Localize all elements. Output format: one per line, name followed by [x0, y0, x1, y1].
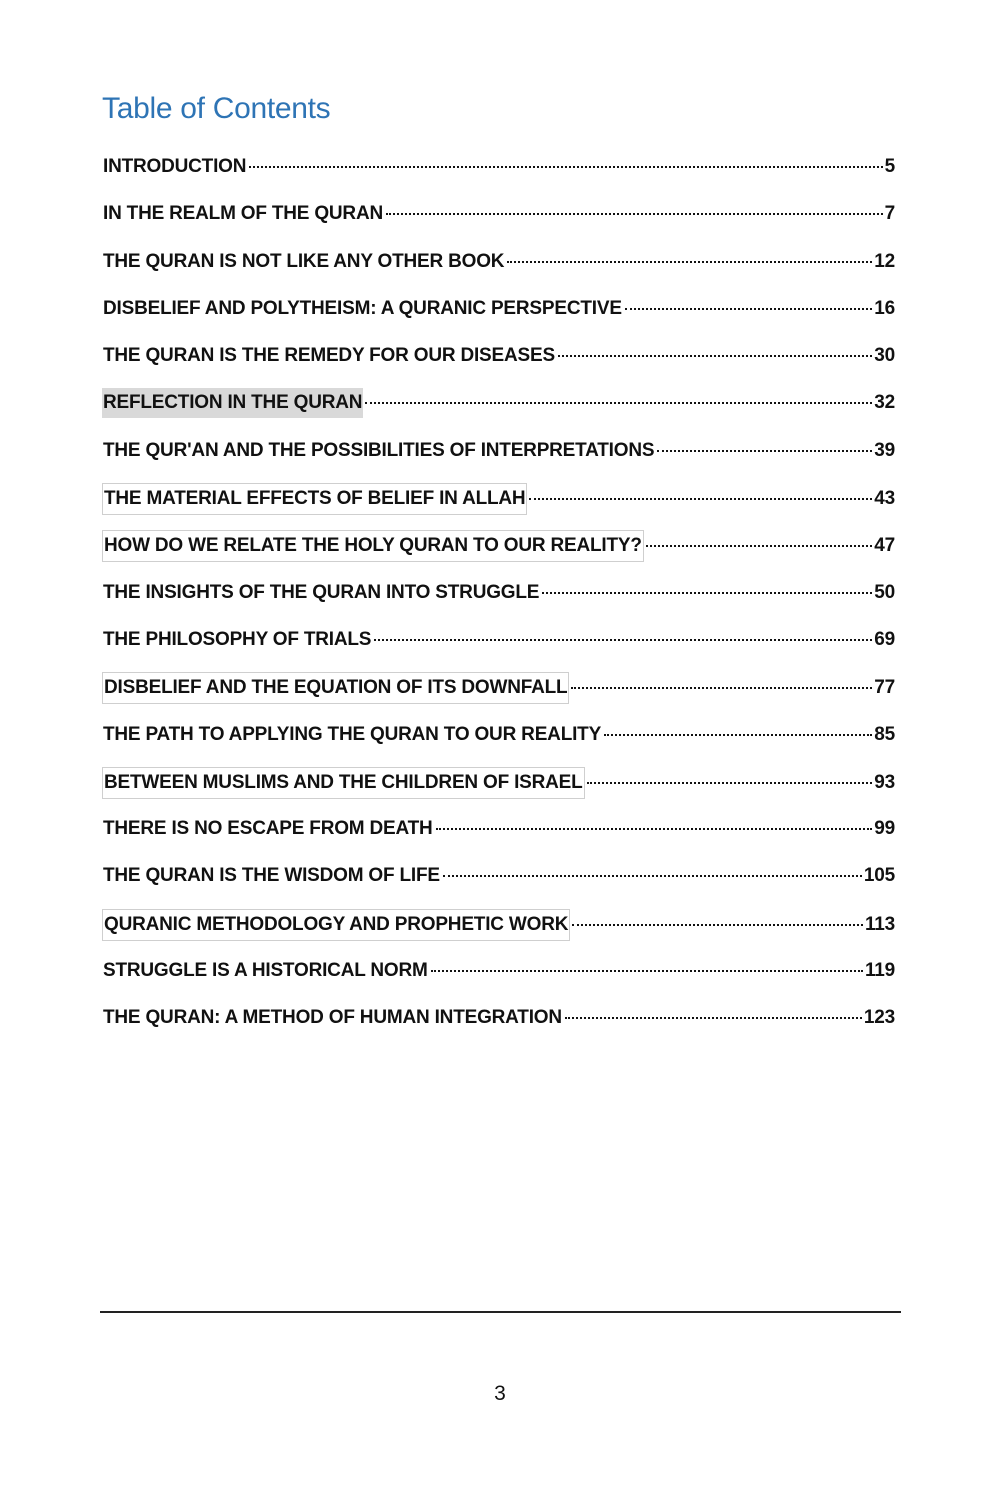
dot-leader: [657, 440, 872, 452]
toc-entry-page[interactable]: 7: [884, 203, 895, 225]
toc-entry-page[interactable]: 30: [874, 345, 895, 367]
toc-entry-page[interactable]: 69: [874, 628, 895, 650]
dot-leader: [386, 203, 883, 215]
toc-entry[interactable]: [102, 956, 895, 1003]
dot-leader: [443, 865, 862, 877]
toc-entry-title[interactable]: REFLECTION IN THE QURAN: [102, 388, 363, 418]
toc-entry-title[interactable]: HOW DO WE RELATE THE HOLY QURAN TO OUR REALITY?: [102, 530, 644, 562]
toc-entry-title[interactable]: THE QURAN IS THE WISDOM OF LIFE: [103, 865, 440, 887]
toc-entry[interactable]: [102, 909, 895, 956]
toc-entry-title[interactable]: INTRODUCTION: [103, 156, 247, 177]
toc-entry-page[interactable]: 32: [874, 392, 895, 414]
toc-entry-page[interactable]: 93: [874, 771, 895, 793]
toc-entry-title[interactable]: IN THE REALM OF THE QURAN: [103, 203, 383, 225]
toc-entry-title[interactable]: THE QUR'AN AND THE POSSIBILITIES OF INTERPRETATIONS: [103, 439, 655, 461]
toc-entry-page[interactable]: 113: [864, 913, 895, 935]
toc-entry[interactable]: [102, 152, 895, 199]
dot-leader: [431, 960, 863, 972]
toc-entry-page[interactable]: 43: [874, 488, 895, 510]
dot-leader: [646, 535, 873, 547]
toc-entry-title[interactable]: THE PHILOSOPHY OF TRIALS: [103, 628, 372, 650]
toc-entry-page[interactable]: 85: [874, 723, 895, 745]
toc-entry-title[interactable]: QURANIC METHODOLOGY AND PROPHETIC WORK: [102, 909, 570, 941]
toc-entry-title[interactable]: THE INSIGHTS OF THE QURAN INTO STRUGGLE: [103, 581, 540, 603]
toc-entry[interactable]: [102, 247, 895, 294]
toc-entry-page[interactable]: 123: [863, 1007, 895, 1029]
dot-leader: [558, 345, 872, 357]
dot-leader: [365, 392, 872, 404]
toc-entry-title[interactable]: THERE IS NO ESCAPE FROM DEATH: [103, 818, 433, 840]
toc-entry-title[interactable]: THE QURAN: A METHOD OF HUMAN INTEGRATION: [103, 1007, 562, 1029]
dot-leader: [625, 298, 872, 310]
dot-leader: [604, 724, 872, 736]
dot-leader: [529, 488, 872, 500]
dot-leader: [542, 582, 872, 594]
toc-entry[interactable]: [102, 578, 895, 625]
toc-entry-title[interactable]: DISBELIEF AND POLYTHEISM: A QURANIC PERSPECTIVE: [103, 297, 622, 319]
toc-entry-title[interactable]: THE MATERIAL EFFECTS OF BELIEF IN ALLAH: [102, 483, 527, 515]
toc-entry[interactable]: [102, 341, 895, 388]
dot-leader: [571, 677, 872, 689]
toc-entry-title[interactable]: STRUGGLE IS A HISTORICAL NORM: [103, 960, 428, 982]
toc-entry[interactable]: [102, 388, 895, 435]
toc-entry[interactable]: [102, 672, 895, 719]
toc-entry[interactable]: [102, 294, 895, 341]
toc-entry-title[interactable]: DISBELIEF AND THE EQUATION OF ITS DOWNFALL: [102, 672, 569, 704]
toc-entry[interactable]: [102, 1003, 895, 1050]
toc-entry-title[interactable]: THE PATH TO APPLYING THE QURAN TO OUR REALITY: [103, 723, 602, 745]
toc-entry-page[interactable]: 99: [874, 818, 895, 840]
toc-entry-title[interactable]: THE QURAN IS NOT LIKE ANY OTHER BOOK: [103, 250, 505, 272]
toc-entry-page[interactable]: 119: [864, 960, 895, 982]
toc-entry-page[interactable]: 105: [863, 865, 895, 887]
dot-leader: [587, 772, 873, 784]
dot-leader: [249, 156, 882, 168]
toc-entry-page[interactable]: 5: [884, 156, 895, 177]
toc-entry-page[interactable]: 47: [874, 535, 895, 557]
toc-entry[interactable]: [102, 814, 895, 861]
toc-entry[interactable]: [102, 861, 895, 908]
toc-entry-page[interactable]: 16: [874, 297, 895, 319]
footer-divider: [100, 1311, 901, 1313]
table-of-contents: [102, 152, 895, 1051]
toc-entry[interactable]: [102, 199, 895, 246]
toc-entry[interactable]: [102, 436, 895, 483]
toc-entry-title[interactable]: THE QURAN IS THE REMEDY FOR OUR DISEASES: [103, 345, 555, 367]
dot-leader: [572, 914, 863, 926]
page-number: 3: [494, 1382, 506, 1405]
toc-entry[interactable]: [102, 530, 895, 577]
toc-entry[interactable]: [102, 625, 895, 672]
dot-leader: [436, 818, 873, 830]
dot-leader: [565, 1007, 862, 1019]
toc-entry-title[interactable]: BETWEEN MUSLIMS AND THE CHILDREN OF ISRAEL: [102, 767, 585, 799]
toc-heading: Table of Contents: [102, 92, 331, 125]
toc-entry-page[interactable]: 39: [874, 439, 895, 461]
toc-entry[interactable]: [102, 720, 895, 767]
dot-leader: [507, 251, 872, 263]
dot-leader: [374, 629, 872, 641]
toc-entry[interactable]: [102, 767, 895, 814]
toc-entry-page[interactable]: 77: [874, 677, 895, 699]
toc-entry-page[interactable]: 50: [874, 581, 895, 603]
toc-entry[interactable]: [102, 483, 895, 530]
toc-entry-page[interactable]: 12: [874, 250, 895, 272]
